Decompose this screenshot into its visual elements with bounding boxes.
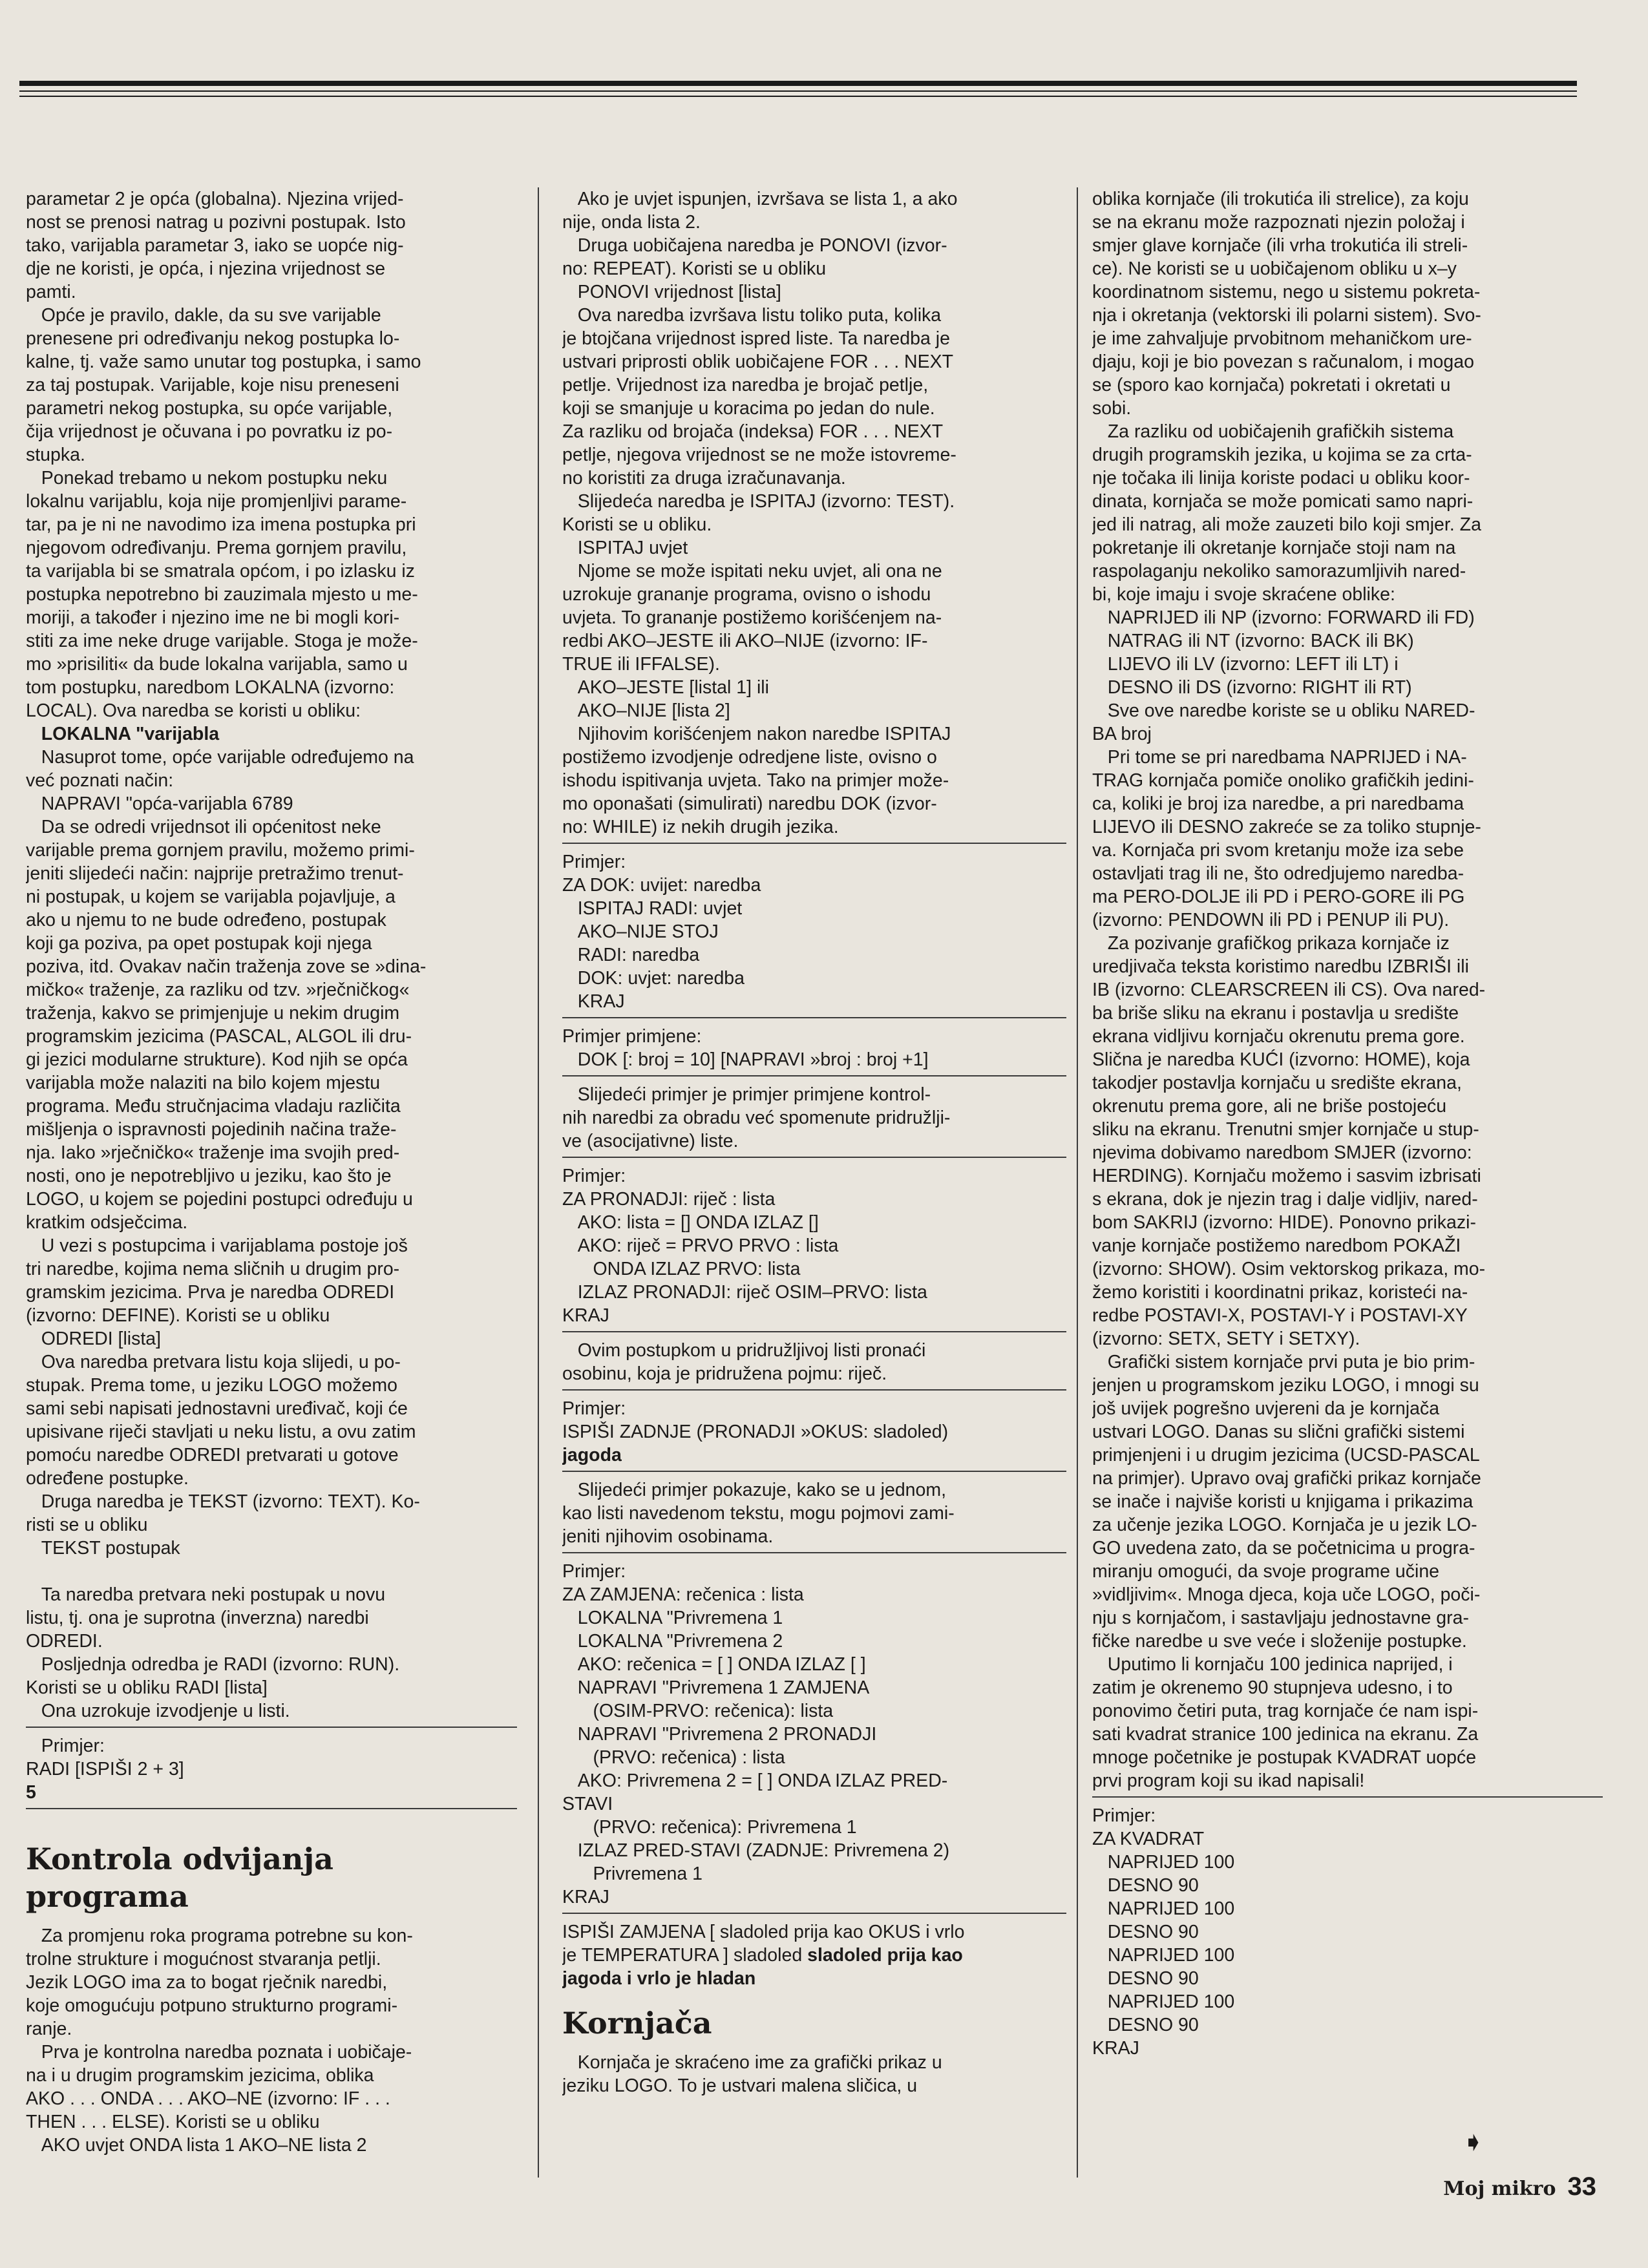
- column-divider-2: [1077, 187, 1078, 2178]
- radi-example-result: 5: [26, 1782, 36, 1803]
- zamjena-call-code: ISPIŠI ZAMJENA [ sladoled prija kao OKUS i vrlo je TEMPERATURA ] sladoled: [562, 1922, 965, 1966]
- top-rule-thin-2: [19, 96, 1577, 97]
- separator: [562, 1017, 1066, 1018]
- magazine-name: Moj mikro: [1443, 2178, 1556, 2200]
- col1-middle-text: Nasuprot tome, opće varijable određujemo na već poznati način: NAPRAVI "opća-varijabla 6789 Da se odredi vrijednsot ili općenitost neke varijable prema gornjem pravilu, možemo primi- jeniti slijedeći način: najprije pretražimo trenut- ni postupak, u kojem se varijabla pojavljuje, a ako u njemu to ne bude određeno, postupak koji ga poziva, pa opet postupak koji njega poziva, itd. Ovakav način traženja zove se »dina- mičko« traženje, za razliku od tzv. »rječničkog« traženja, kakvo se primjenjuje u nekim drugim programskim jezicima (PASCAL, ALGOL ili dru- gi jezici modularne strukture). Kod njih se opća varijabla može nalaziti na bilo kojem mjestu programa. Među stručnjacima vladaju različita mišljenja o ispravnosti pojedinih načina traže- nja. Iako »rječničko« traženje ima svojih pred- nosti, ono je nepotrebljivo u jeziku, kao što je LOGO, u kojem se pojedini postupci određuju u kratkim odsječcima. U vezi s postupcima i varijablama postoje još tri naredbe, kojima nema sličnih u drugim pro- gramskim jezicima. Prva je naredba ODREDI (izvorno: DEFINE). Koristi se u obliku ODREDI [lista] Ova naredba pretvara listu koja slijedi, u po- stupak. Prema tome, u jeziku LOGO možemo sami sebi napisati jednostavni uređivač, koji će upisivane riječi stavljati u neku listu, a ovu zatim pomoću naredbe ODREDI pretvarati u gotove određene postupke. Druga naredba je TEKST (izvorno: TEXT). Ko- risti se u obliku TEKST postupak Ta naredba pretvara neki postupak u novu listu, tj. ona je suprotna (inverzna) naredbi ODREDI. Posljednja odredba je RADI (izvorno: RUN). Koristi se u obliku RADI [lista] Ona uzrokuje izvodjenje u listi.: [26, 747, 427, 1721]
- column-1: [26, 187, 517, 2178]
- top-rule-thick: [19, 81, 1577, 86]
- section-heading-kornjaca: Kornjača: [562, 2006, 712, 2041]
- separator: [562, 1331, 1066, 1332]
- page-number: 33: [1567, 2172, 1596, 2201]
- section-heading-kontrola: Kontrola odvijanja programa: [26, 1842, 333, 1914]
- col2-top-text: Ako je uvjet ispunjen, izvršava se lista 1, a ako nije, onda lista 2. Druga uobičajena naredba je PONOVI (izvor- no: REPEAT). Koristi se u obliku PONOVI vrijednost [lista] Ova naredba izvršava listu toliko puta, kolika je btojčana vrijednost ispred liste. Ta naredba je ustvari priprosti oblik uobičajene FOR . . . NEXT petlje. Vrijednost iza naredba je brojač petlje, koji se smanjuje u koracima po jedan do nule. Za razliku od brojača (indeksa) FOR . . . NEXT petlje, njegova vrijednost se ne može istovreme- no koristiti za druga izračunavanja. Slijedeća naredba je ISPITAJ (izvorno: TEST). Koristi se u obliku. ISPITAJ uvjet Njome se može ispitati neku uvjet, ali ona ne uzrokuje grananje programa, ovisno o ishodu uvjeta. To grananje postižemo korišćenjem na- redbi AKO–JESTE ili AKO–NIJE (izvorno: IF- TRUE ili IFFALSE). AKO–JESTE [listal 1] ili AKO–NIJE [lista 2] Njihovim korišćenjem nakon naredbe ISPITAJ postižemo izvodjenje odredjene liste, ovisno o ishodu ispitivanja uvjeta. Tako na primjer može- mo oponašati (simulirati) naredbu DOK (izvor- no: WHILE) iz nekih drugih jezika.: [562, 189, 958, 837]
- col2-bottom-text: Kornjača je skraćeno ime za grafički prikaz u jeziku LOGO. To je ustvari malena sličica, u: [562, 2052, 942, 2096]
- spacer: [562, 1990, 1066, 1999]
- column-2: [562, 187, 1066, 2178]
- col1-top-text: parametar 2 je opća (globalna). Njezina vrijed- nost se prenosi natrag u pozivni postupak. Isto tako, varijabla parametar 3, iako se uopće nig- dje ne koristi, je opća, i njezina vrijednost se pamti. Opće je pravilo, dakle, da su sve varijable prenesene pri određivanju nekog postupka lo- kalne, tj. važe samo unutar tog postupka, i samo za taj postupak. Varijable, koje nisu preneseni parametri nekog postupka, su opće varijable, čija vrijednost je očuvana i po povratku iz po- stupka. Ponekad trebamo u nekom postupku neku lokalnu varijablu, koja nije promjenljivi parame- tar, pa je ni ne navodimo iza imena postupka pri njegovom određivanju. Prema gornjem pravilu, ta varijabla bi se smatrala općom, i po izlasku iz postupka nepotrebno bi zauzimala mjesto u me- moriji, a također i njezino ime ne bi mogli kori- stiti za ime neke druge varijable. Stoga je može- mo »prisiliti« da bude lokalna varijabla, samo u tom postupku, naredbom LOKALNA (izvorno: LOCAL). Ova naredba se koristi u obliku:: [26, 189, 421, 721]
- separator: [562, 1157, 1066, 1158]
- top-rule-thin: [19, 90, 1577, 92]
- separator: [562, 1471, 1066, 1472]
- separator: [562, 1552, 1066, 1553]
- col1-bottom-text: Za promjenu roka programa potrebne su kon- trolne strukture i mogućnost stvaranja petlji. Jezik LOGO ima za to bogat rječnik naredbi, koje omogućuju potpuno strukturno programi- ranje. Prva je kontrolna naredba poznata i uobičaje- na i u drugim programskim jezicima, oblika AKO . . . ONDA . . . AKO–NE (izvorno: IF . . . THEN . . . ELSE). Koristi se u obliku AKO uvjet ONDA lista 1 AKO–NE lista 2: [26, 1926, 413, 2156]
- column-3: [1092, 187, 1603, 2178]
- page-footer: [1443, 2172, 1596, 2201]
- separator: [26, 1808, 517, 1809]
- col2-text-3: Ovim postupkom u pridružljivoj listi pronaći osobinu, koja je pridružena pojmu: riječ.: [562, 1340, 926, 1384]
- separator: [562, 843, 1066, 844]
- column-divider-1: [538, 187, 539, 2178]
- pronadji-example-code: Primjer: ZA PRONADJI: riječ : lista AKO: lista = [] ONDA IZLAZ [] AKO: riječ = PRVO PRVO : lista ONDA IZLAZ PRVO: lista IZLAZ PRONADJI: riječ OSIM–PRVO: lista KRAJ: [562, 1166, 927, 1326]
- lokalna-heading: LOKALNA "varijabla: [26, 724, 220, 744]
- separator: [26, 1727, 517, 1728]
- col2-text-4: Slijedeći primjer pokazuje, kako se u jednom, kao listi navedenom tekstu, mogu pojmovi zami- jeniti njihovim osobinama.: [562, 1480, 955, 1547]
- separator: [1092, 1796, 1603, 1798]
- separator: [562, 1389, 1066, 1391]
- radi-example-code: Primjer: RADI [ISPIŠI 2 + 3]: [26, 1736, 184, 1780]
- col3-text: oblika kornjače (ili trokutića ili strelice), za koju se na ekranu može razpoznati njezin položaj i smjer glave kornjače (ili vrha trokutića ili streli- ce). Ne koristi se u uobičajenom obliku u x–y koordinatnom sistemu, nego u sistemu pokreta- nja i okretanja (vektorski ili polarni sistem). Svo- je ime zahvaljuje prvobitnom mehaničkom ure- djaju, koji je bio povezan s računalom, i mogao se (sporo kao kornjača) pokretati i okretati u sobi. Za razliku od uobičajenih grafičkih sistema drugih programskih jezika, u kojima se za crta- nje točaka ili linija koriste podaci u obliku koor- dinata, kornjača se može pomicati samo napri- jed ili natrag, ali može zauzeti bilo koji smjer. Za pokretanje ili okretanje kornjače stoji nam na raspolaganju nekoliko samorazumljivih nared- bi, koje imaju i svoje skraćene oblike: NAPRIJED ili NP (izvorno: FORWARD ili FD) NATRAG ili NT (izvorno: BACK ili BK) LIJEVO ili LV (izvorno: LEFT ili LT) i DESNO ili DS (izvorno: RIGHT ili RT) Sve ove naredbe koriste se u obliku NARED- BA broj Pri tome se pri naredbama NAPRIJED i NA- TRAG kornjača pomiče onoliko grafičkih jedini- ca, koliki je broj iza naredbe, a pri naredbama LIJEVO ili DESNO zakreće se za toliko stupnje- va. Kornjača pri svom kretanju može iza sebe ostavljati trag ili ne, što odredjujemo naredba- ma PERO-DOLJE ili PD i PERO-GORE ili PG (izvorno: PENDOWN ili PD i PENUP ili PU). Za pozivanje grafičkog prikaza kornjače iz uredjivača teksta koristimo naredbu IZBRIŠI ili IB (izvorno: CLEARSCREEN ili CS). Ova nared- ba briše sliku na ekranu i postavlja u središte ekrana vidljivu kornjaču okrenutu prema gore. Slična je naredba KUĆI (izvorno: HOME), koja takodjer postavlja kornjaču u središte ekrana, okrenutu prema gore, ali ne briše postojeću sliku na ekranu. Trenutni smjer kornjače u stup- njevima dobivamo naredbom SMJER (izvorno: HERDING). Kornjaču možemo i sasvim izbrisati s ekrana, dok je njezin trag i dalje vidljiv, nared- bom SAKRIJ (izvorno: HIDE). Ponovno prikazi- vanje kornjače postižemo naredbom POKAŽI (izvorno: SHOW). Osim vektorskog prikaza, mo- žemo koristiti i koordinatni prikaz, koristeći na- redbe POSTAVI-X, POSTAVI-Y i POSTAVI-XY (izvorno: SETX, SETY i SETXY). Grafički sistem kornjače prvi puta je bio prim- jenjen u programskom jeziku LOGO, i mnogi su još uvijek pogrešno uvjereni da je kornjača ustvari LOGO. Danas su slični grafički sistemi primjenjeni i u drugim jezicima (UCSD-PASCAL na primjer). Upravo ovaj grafički prikaz kornjače se inače i najviše koristi u knjigama i prikazima za učenje jezika LOGO. Kornjača je u jezik LO- GO uvedena zato, da se početnicima u progra- miranju omogući, da svoje programe učine »vidljivim«. Mnoga djeca, koja uče LOGO, poči- nju s kornjačom, i sastavljaju jednostavne gra- fičke naredbe u sve veće i složenije postupke. Uputimo li kornjaču 100 jedinica naprijed, i zatim je okrenemo 90 stupnjeva udesno, i to ponovimo četiri puta, trag kornjače će nam ispi- sati kvadrat stranice 100 jedinica na ekranu. Za mnoge početnike je postupak KVADRAT uopće prvi program koji su ikad napisali!: [1092, 189, 1486, 1791]
- kvadrat-example-code: Primjer: ZA KVADRAT NAPRIJED 100 DESNO 90 NAPRIJED 100 DESNO 90 NAPRIJED 100 DESNO 90 NAPRIJED 100 DESNO 90 KRAJ: [1092, 1805, 1235, 2059]
- continue-arrow-icon: ➧: [1462, 2126, 1485, 2157]
- zamjena-call-result: sladoled prija kao jagoda i vrlo je hladan: [562, 1945, 963, 1989]
- dok-usage-example: Primjer primjene: DOK [: broj = 10] [NAPRAVI »broj : broj +1]: [562, 1026, 929, 1070]
- separator: [562, 1075, 1066, 1076]
- ispisi-example-result: jagoda: [562, 1445, 622, 1465]
- zamjena-example-code: Primjer: ZA ZAMJENA: rečenica : lista LOKALNA "Privremena 1 LOKALNA "Privremena 2 AKO: rečenica = [ ] ONDA IZLAZ [ ] NAPRAVI "Privremena 1 ZAMJENA (OSIM-PRVO: rečenica): lista NAPRAVI "Privremena 2 PRONADJI (PRVO: rečenica) : lista AKO: Privremena 2 = [ ] ONDA IZLAZ PRED- STAVI (PRVO: rečenica): Privremena 1 IZLAZ PRED-STAVI (ZADNJE: Privremena 2) Privremena 1 KRAJ: [562, 1561, 950, 1907]
- col2-text-2: Slijedeći primjer je primjer primjene kontrol- nih naredbi za obradu već spomenute pridružlji- ve (asocijativne) liste.: [562, 1084, 951, 1151]
- separator: [562, 1913, 1066, 1914]
- spacer: [26, 1816, 517, 1835]
- zamjena-call: [562, 1920, 1066, 1990]
- dok-example-code: Primjer: ZA DOK: uvijet: naredba ISPITAJ RADI: uvjet AKO–NIJE STOJ RADI: naredba DOK: uvjet: naredba KRAJ: [562, 852, 761, 1012]
- ispisi-example-code: Primjer: ISPIŠI ZADNJE (PRONADJI »OKUS: sladoled): [562, 1398, 949, 1442]
